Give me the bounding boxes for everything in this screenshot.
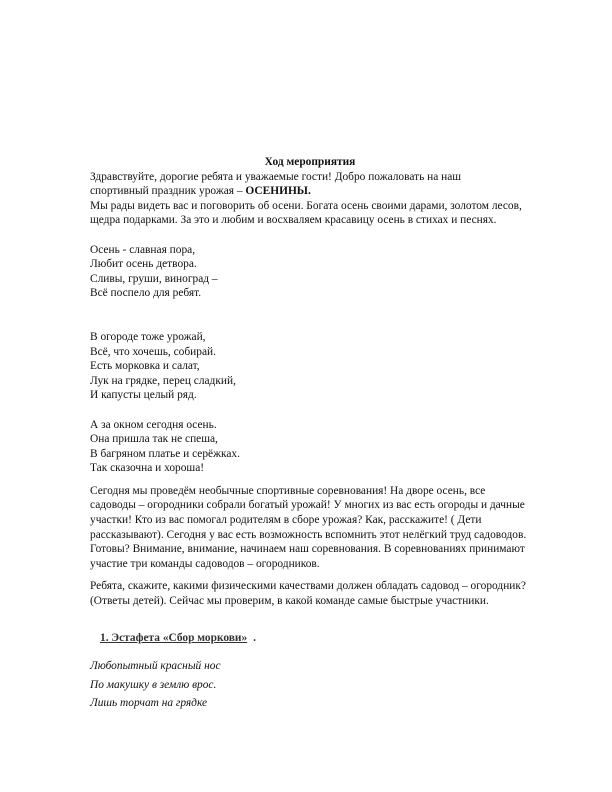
poem-line: Так сказочна и хороша! xyxy=(90,462,205,475)
poem-line: Она пришла так не спеша, xyxy=(90,433,218,446)
riddle-line: Любопытный красный нос xyxy=(90,660,221,673)
poem-line: И капусты целый ряд. xyxy=(90,389,197,402)
poem-stanza-2 xyxy=(90,330,530,403)
poem-line: В багряном платье и серёжках. xyxy=(90,447,240,460)
poem-line: А за окном сегодня осень. xyxy=(90,418,217,431)
intro-line-2-prefix: спортивный праздник урожая – xyxy=(90,185,246,198)
festival-name: ОСЕНИНЫ. xyxy=(245,185,311,198)
page-title: Ход мероприятия xyxy=(264,156,356,168)
competition-paragraph: Сегодня мы проведём необычные спортивные соревнования! На дворе осень, все садоводы – огородники собрали богатый урожай! У многих из вас есть огороды и дачные участки! Кто из вас помогал родителям в сборе урожая? Как, расскажите! ( Дети рассказывают). Сегодня у вас есть возможность вспомнить этот нелёгкий труд садоводов. Готовы? Внимание, внимание, начинаем наш соревнования. В соревнованиях принимают участие три команды садоводов – огородников. xyxy=(90,484,527,570)
poem-line: Осень - славная пора, xyxy=(90,243,196,256)
poem-line: Любит осень детвора. xyxy=(90,258,197,271)
intro-paragraph: Мы рады видеть вас и поговорить об осени. Богата осень своими дарами, золотом лесов, щедра подарками. За это и любим и восхваляем красавицу осень в стихах и песнях. xyxy=(90,199,522,227)
intro-line-2 xyxy=(90,184,530,199)
relay-heading xyxy=(100,631,530,646)
poem-line: Лук на грядке, перец сладкий, xyxy=(90,374,236,387)
poem-line: Всё, что хочешь, собирай. xyxy=(90,345,216,358)
relay-heading-dot: . xyxy=(253,631,257,644)
poem-line: Всё поспело для ребят. xyxy=(90,287,202,300)
riddle-poem xyxy=(90,657,530,713)
poem-stanza-3 xyxy=(90,418,530,476)
document-body xyxy=(90,155,530,713)
riddle-line: Лишь торчат на грядке xyxy=(90,697,208,710)
poem-line: Есть морковка и салат, xyxy=(90,360,200,373)
relay-heading-text: 1. Эстафета «Сбор моркови» xyxy=(100,631,248,644)
intro-line-1: Здравствуйте, дорогие ребята и уважаемые гости! Добро пожаловать на наш xyxy=(90,170,462,183)
poem-line: В огороде тоже урожай, xyxy=(90,330,206,343)
poem-line: Сливы, груши, виноград – xyxy=(90,272,218,285)
question-paragraph: Ребята, скажите, какими физическими качествами должен обладать садовод – огородник? (Ответы детей). Сейчас мы проверим, в какой команде самые быстрые участники. xyxy=(90,580,526,608)
poem-stanza-1 xyxy=(90,243,530,301)
riddle-line: По макушку в землю врос. xyxy=(90,678,217,691)
